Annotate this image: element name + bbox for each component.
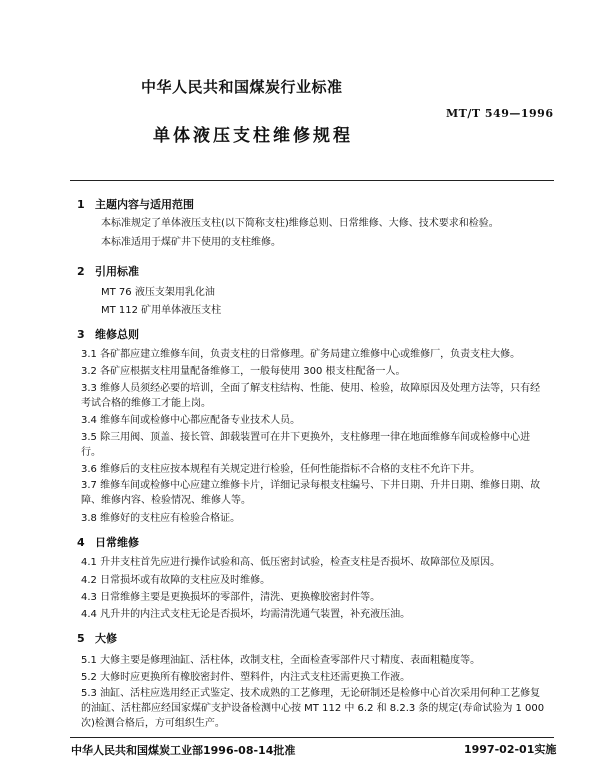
clause-5-1: 5.1 大修主要是修理油缸、活柱体，改制支柱，全面检查零部件尺寸精度、表面粗糙度等。 [81,655,481,666]
clause-4-1: 4.1 升井支柱首先应进行操作试验和高、低压密封试验，检查支柱是否损坏、故障部位及原因。 [81,557,501,568]
clause-3-6: 3.6 维修后的支柱应按本规程有关规定进行检验，任何性能指标不合格的支柱不允许下井。 [81,464,481,475]
section-number: 1 [77,198,85,211]
document-title: 单体液压支柱维修规程 [153,126,353,146]
section-number: 5 [77,632,85,645]
clause-3-5: 3.5 除三用阀、顶盖、接长管、卸载装置可在井下更换外，支柱修理一律在地面维修车间或检修中心进行。 [81,432,531,458]
section-title: 主题内容与适用范围 [95,198,194,211]
clause-3-2: 3.2 各矿应根据支柱用量配备维修工，一般每使用 300 根支柱配备一人。 [81,366,406,377]
standard-category: 中华人民共和国煤炭行业标准 [141,78,343,96]
section-number: 2 [77,265,85,278]
reference-mt112: MT 112 矿用单体液压支柱 [101,305,222,316]
section-4-heading [77,534,139,550]
section-1-para-2: 本标准适用于煤矿井下使用的支柱维修。 [101,237,281,248]
clause-3-4: 3.4 维修车间或检修中心都应配备专业技术人员。 [81,415,301,426]
clause-5-3: 5.3 油缸、活柱应选用经正式鉴定、技术成熟的工艺修理，无论研制还是检修中心首次采用何种工艺修复的油缸、活柱都应经国家煤矿支护设备检测中心按 MT 112 中 6.2 和 8.2.3 条的规定(寿命试验为 1 000次)检测合格后，方可组织生产。 [81,688,545,729]
section-3-heading [77,326,139,342]
section-title: 维修总则 [95,328,139,341]
section-1-para-1: 本标准规定了单体液压支柱(以下简称支柱)维修总则、日常维修、大修、技术要求和检验。 [101,218,499,229]
clause-3-1: 3.1 各矿都应建立维修车间，负责支柱的日常修理。矿务局建立维修中心或维修厂，负责支柱大修。 [81,349,521,360]
section-title: 日常维修 [95,536,139,549]
reference-mt76: MT 76 液压支架用乳化油 [101,287,215,298]
clause-3-8: 3.8 维修好的支柱应有检验合格证。 [81,513,241,524]
section-title: 大修 [95,632,117,645]
clause-3-3: 3.3 维修人员须经必要的培训，全面了解支柱结构、性能、使用、检验，故障原因及处理方法等，只有经考试合格的维修工才能上岗。 [81,383,541,409]
footer-rule [70,737,554,738]
clause-4-2: 4.2 日常损坏或有故障的支柱应及时维修。 [81,575,271,586]
section-number: 3 [77,328,85,341]
clause-4-4: 4.4 凡升井的内注式支柱无论是否损坏，均需清洗通气装置，补充液压油。 [81,609,411,620]
effective-date: 1997-02-01实施 [464,743,557,756]
standard-code: MT/T 549—1996 [446,107,554,120]
header-rule [70,180,554,181]
section-2-heading [77,263,139,279]
clause-4-3: 4.3 日常维修主要是更换损坏的零部件，清洗、更换橡胶密封件等。 [81,592,381,603]
clause-5-2: 5.2 大修时应更换所有橡胶密封件、塑料件，内注式支柱还需更换工作液。 [81,672,411,683]
section-title: 引用标准 [95,265,139,278]
section-number: 4 [77,536,85,549]
section-5-heading [77,630,117,646]
clause-3-7: 3.7 维修车间或检修中心应建立维修卡片，详细记录每根支柱编号、下井日期、升井日期、维修日期、故障、维修内容、检验情况、维修人等。 [81,480,541,506]
approval-note: 中华人民共和国煤炭工业部1996-08-14批准 [71,744,296,757]
section-1-heading [77,196,194,212]
